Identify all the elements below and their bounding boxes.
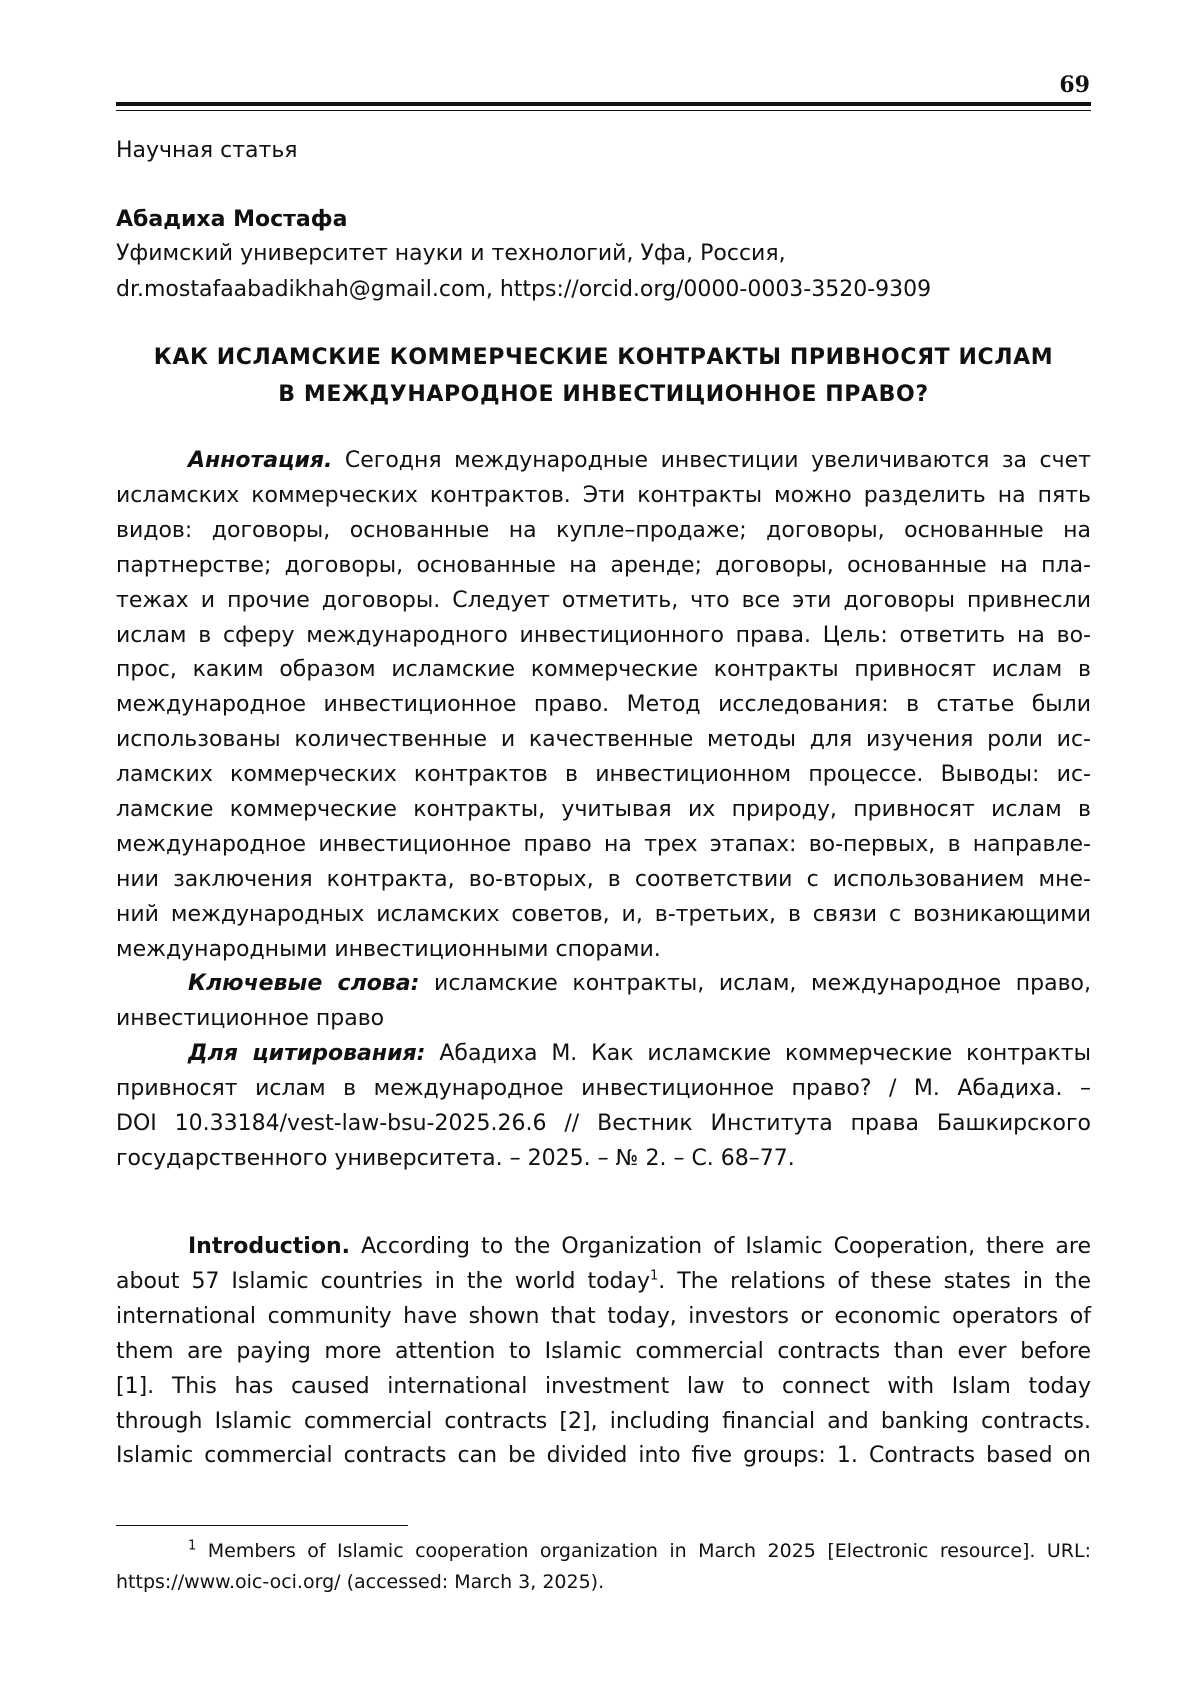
abstract-line: видов: договоры, основанные на купле–продаже; договоры, основанные на (116, 517, 1091, 543)
intro-line: Islamic commercial contracts can be divided into five groups: 1. Contracts based on (116, 1443, 1091, 1469)
footnote-mark: 1 (188, 1538, 197, 1554)
author-contact: dr.mostafaabadikhah@gmail.com, https://orcid.org/0000-0003-3520-9309 (116, 277, 932, 302)
abstract-line: ний международных исламских советов, и, в-третьих, в связи с возникающими (116, 901, 1091, 927)
introduction (116, 1230, 1091, 1474)
title-line-2: В МЕЖДУНАРОДНОЕ ИНВЕСТИЦИОННОЕ ПРАВО? (278, 382, 929, 407)
abstract-line: международными инвестиционными спорами. (116, 936, 661, 962)
intro-line: Introduction. According to the Organization of Islamic Cooperation, there are (188, 1234, 1091, 1259)
title-line-1: КАК ИСЛАМСКИЕ КОММЕРЧЕСКИЕ КОНТРАКТЫ ПРИВНОСЯТ ИСЛАМ (153, 345, 1054, 370)
intro-line: [1]. This has caused international investment law to connect with Islam today (116, 1373, 1091, 1399)
abstract-line: ислам в сферу международного инвестиционного права. Цель: ответить на во- (116, 622, 1091, 648)
abstract-line: партнерстве; договоры, основанные на аренде; договоры, основанные на пла- (116, 552, 1091, 578)
intro-line: international community have shown that today, investors or economic operators of (116, 1303, 1091, 1329)
article-kind: Научная статья (116, 138, 298, 163)
citation-line: привносят ислам в международное инвестиционное право? / М. Абадиха. – (116, 1075, 1091, 1101)
abstract-line: Аннотация. Сегодня международные инвестиции увеличиваются за счет (188, 448, 1091, 473)
header-rule-thin (116, 110, 1091, 111)
keywords-line: инвестиционное право (116, 1005, 385, 1031)
intro-line: through Islamic commercial contracts [2], including financial and banking contracts. (116, 1408, 1091, 1434)
author-affiliation: Уфимский университет науки и технологий, Уфа, Россия, (116, 241, 786, 266)
introduction-label: Introduction. (188, 1234, 350, 1259)
abstract-line: ламские коммерческие контракты, учитывая их природу, привносят ислам в (116, 797, 1091, 823)
abstract-line: исламских коммерческих контрактов. Эти контракты можно разделить на пять (116, 482, 1091, 508)
footnote-line: $^1$ Members of Islamic cooperation organization in March 2025 [Electronic resource]. URL: (188, 1538, 1091, 1562)
abstract-line: прос, каким образом исламские коммерческие контракты привносят ислам в (116, 657, 1091, 683)
keywords-label: Ключевые слова: (188, 971, 420, 996)
keywords-line: Ключевые слова: исламские контракты, ислам, международное право, (188, 971, 1092, 996)
abstract-line: использованы количественные и качественные методы для изучения роли ис- (116, 727, 1091, 753)
footnote-ref[interactable]: 1 (650, 1268, 659, 1284)
abstract (116, 444, 1091, 968)
intro-line: them are paying more attention to Islamic commercial contracts than ever before (116, 1338, 1091, 1364)
footnote-line: https://www.oic-oci.org/ (accessed: March 3, 2025). (116, 1571, 605, 1593)
citation-label: Для цитирования: (188, 1041, 426, 1066)
article-title (116, 339, 1091, 413)
abstract-line: тежах и прочие договоры. Следует отметить, что все эти договоры привнесли (116, 587, 1091, 613)
footnote-separator (116, 1525, 408, 1526)
citation (116, 1037, 1091, 1177)
citation-line: государственного университета. – 2025. – № 2. – С. 68–77. (116, 1145, 795, 1171)
abstract-label: Аннотация. (188, 448, 333, 473)
page-number: 69 (1059, 72, 1090, 98)
abstract-line: ламских коммерческих контрактов в инвестиционном процессе. Выводы: ис- (116, 762, 1091, 788)
abstract-line: международное инвестиционное право на трех этапах: во-первых, в направле- (116, 831, 1091, 857)
keywords (116, 967, 1091, 1037)
header-rule-thick (116, 102, 1091, 106)
abstract-line: международное инвестиционное право. Метод исследования: в статье были (116, 692, 1091, 718)
intro-line: about 57 Islamic countries in the world today$^1$. The relations of these states in the (116, 1268, 1091, 1294)
author-name: Абадиха Мостафа (116, 207, 348, 232)
abstract-line: нии заключения контракта, во-вторых, в соответствии с использованием мне- (116, 866, 1091, 892)
citation-line: DOI 10.33184/vest-law-bsu-2025.26.6 // Вестник Института права Башкирского (116, 1110, 1091, 1136)
citation-line: Для цитирования: Абадиха М. Как исламские коммерческие контракты (188, 1041, 1091, 1066)
